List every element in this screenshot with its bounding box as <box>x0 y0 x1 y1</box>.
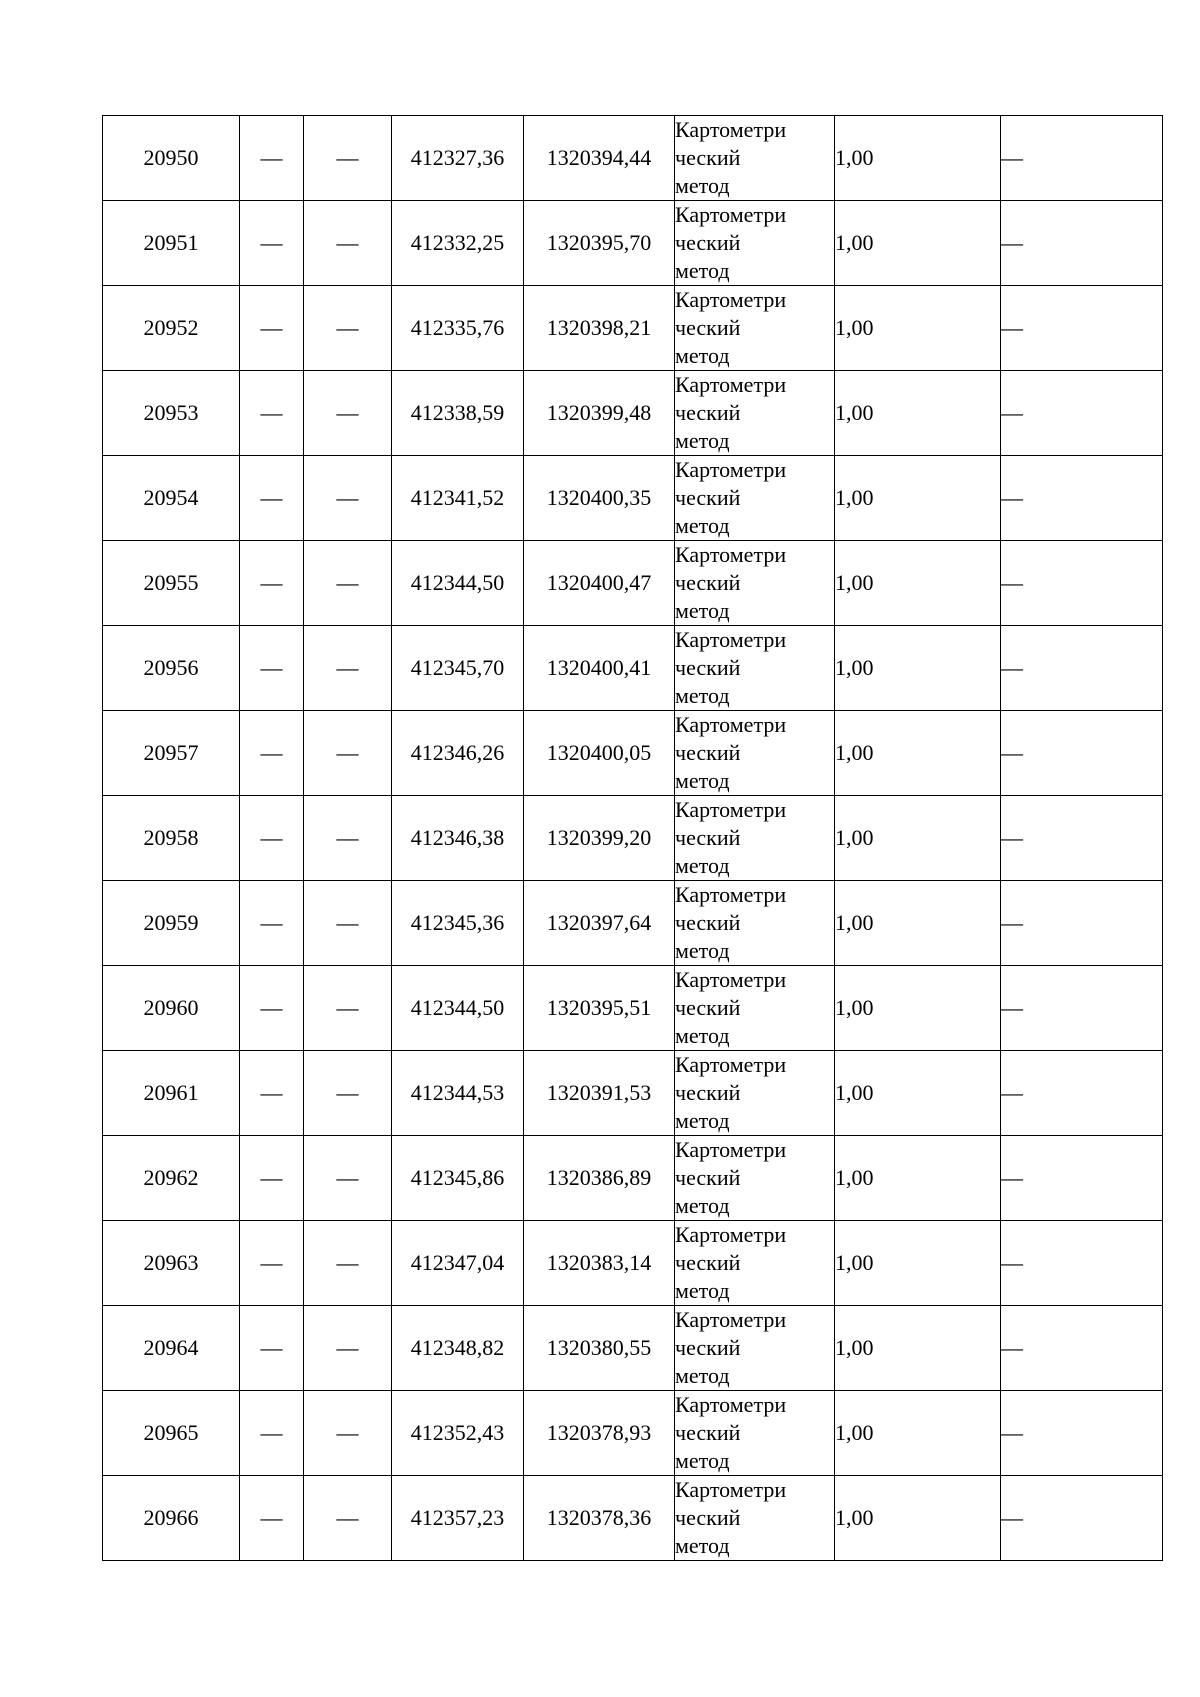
table-row <box>103 371 1163 456</box>
accuracy-cell: 1,00 <box>835 1476 1001 1561</box>
table-row <box>103 881 1163 966</box>
method-cell <box>675 881 835 966</box>
y-coordinate-cell: 1320391,53 <box>524 1051 675 1136</box>
empty-value-cell: — <box>1001 1391 1163 1476</box>
method-line: ческий <box>675 145 741 170</box>
x-coordinate-cell: 412352,43 <box>392 1391 524 1476</box>
accuracy-cell: 1,00 <box>835 541 1001 626</box>
method-cell <box>675 1221 835 1306</box>
x-coordinate-cell: 412344,50 <box>392 966 524 1051</box>
method-line: ческий <box>675 825 741 850</box>
empty-value-cell: — <box>304 201 392 286</box>
empty-value-cell: — <box>304 1476 392 1561</box>
empty-value-cell: — <box>1001 796 1163 881</box>
empty-value-cell: — <box>1001 1051 1163 1136</box>
empty-value-cell: — <box>304 796 392 881</box>
empty-value-cell: — <box>1001 881 1163 966</box>
method-line: Картометри <box>675 1307 787 1332</box>
table-row <box>103 116 1163 201</box>
method-cell <box>675 711 835 796</box>
x-coordinate-cell: 412348,82 <box>392 1306 524 1391</box>
table-row <box>103 1391 1163 1476</box>
method-line: Картометри <box>675 117 787 142</box>
method-line: ческий <box>675 740 741 765</box>
y-coordinate-cell: 1320394,44 <box>524 116 675 201</box>
method-line: ческий <box>675 400 741 425</box>
table-row <box>103 626 1163 711</box>
method-line: метод <box>675 853 730 878</box>
empty-value-cell: — <box>1001 1221 1163 1306</box>
method-line: Картометри <box>675 882 787 907</box>
method-line: метод <box>675 173 730 198</box>
method-line: метод <box>675 768 730 793</box>
table-row <box>103 1136 1163 1221</box>
accuracy-cell: 1,00 <box>835 116 1001 201</box>
x-coordinate-cell: 412345,36 <box>392 881 524 966</box>
empty-value-cell: — <box>1001 1476 1163 1561</box>
point-number-cell: 20965 <box>103 1391 240 1476</box>
table-body <box>103 116 1163 1561</box>
empty-value-cell: — <box>1001 626 1163 711</box>
accuracy-cell: 1,00 <box>835 1391 1001 1476</box>
empty-value-cell: — <box>240 626 304 711</box>
empty-value-cell: — <box>240 1136 304 1221</box>
method-cell <box>675 1051 835 1136</box>
table-row <box>103 1221 1163 1306</box>
method-line: ческий <box>675 230 741 255</box>
table-row <box>103 1476 1163 1561</box>
point-number-cell: 20958 <box>103 796 240 881</box>
method-cell <box>675 371 835 456</box>
table-row <box>103 796 1163 881</box>
method-cell <box>675 626 835 711</box>
accuracy-cell: 1,00 <box>835 456 1001 541</box>
empty-value-cell: — <box>240 1306 304 1391</box>
method-line: ческий <box>675 1080 741 1105</box>
empty-value-cell: — <box>1001 1306 1163 1391</box>
empty-value-cell: — <box>1001 116 1163 201</box>
method-cell <box>675 201 835 286</box>
method-line: Картометри <box>675 1477 787 1502</box>
accuracy-cell: 1,00 <box>835 1221 1001 1306</box>
method-line: метод <box>675 1108 730 1133</box>
accuracy-cell: 1,00 <box>835 371 1001 456</box>
method-line: Картометри <box>675 712 787 737</box>
x-coordinate-cell: 412357,23 <box>392 1476 524 1561</box>
empty-value-cell: — <box>304 541 392 626</box>
empty-value-cell: — <box>304 1051 392 1136</box>
y-coordinate-cell: 1320398,21 <box>524 286 675 371</box>
x-coordinate-cell: 412341,52 <box>392 456 524 541</box>
method-line: метод <box>675 428 730 453</box>
method-line: ческий <box>675 315 741 340</box>
point-number-cell: 20950 <box>103 116 240 201</box>
point-number-cell: 20951 <box>103 201 240 286</box>
table-row <box>103 286 1163 371</box>
method-cell <box>675 1391 835 1476</box>
x-coordinate-cell: 412346,26 <box>392 711 524 796</box>
method-line: Картометри <box>675 287 787 312</box>
method-line: Картометри <box>675 627 787 652</box>
x-coordinate-cell: 412346,38 <box>392 796 524 881</box>
method-line: Картометри <box>675 967 787 992</box>
empty-value-cell: — <box>1001 1136 1163 1221</box>
y-coordinate-cell: 1320400,05 <box>524 711 675 796</box>
empty-value-cell: — <box>240 1051 304 1136</box>
y-coordinate-cell: 1320400,35 <box>524 456 675 541</box>
method-cell <box>675 1136 835 1221</box>
method-line: метод <box>675 1193 730 1218</box>
empty-value-cell: — <box>304 116 392 201</box>
empty-value-cell: — <box>1001 541 1163 626</box>
method-line: Картометри <box>675 797 787 822</box>
method-line: Картометри <box>675 1052 787 1077</box>
table-row <box>103 1306 1163 1391</box>
empty-value-cell: — <box>304 1221 392 1306</box>
empty-value-cell: — <box>240 796 304 881</box>
method-line: метод <box>675 513 730 538</box>
method-line: ческий <box>675 910 741 935</box>
method-line: метод <box>675 1278 730 1303</box>
empty-value-cell: — <box>304 626 392 711</box>
accuracy-cell: 1,00 <box>835 796 1001 881</box>
point-number-cell: 20954 <box>103 456 240 541</box>
point-number-cell: 20959 <box>103 881 240 966</box>
x-coordinate-cell: 412327,36 <box>392 116 524 201</box>
empty-value-cell: — <box>1001 201 1163 286</box>
x-coordinate-cell: 412345,86 <box>392 1136 524 1221</box>
empty-value-cell: — <box>240 1221 304 1306</box>
x-coordinate-cell: 412335,76 <box>392 286 524 371</box>
y-coordinate-cell: 1320383,14 <box>524 1221 675 1306</box>
empty-value-cell: — <box>240 201 304 286</box>
point-number-cell: 20962 <box>103 1136 240 1221</box>
y-coordinate-cell: 1320386,89 <box>524 1136 675 1221</box>
empty-value-cell: — <box>240 456 304 541</box>
method-line: ческий <box>675 1420 741 1445</box>
method-cell <box>675 116 835 201</box>
method-line: Картометри <box>675 1137 787 1162</box>
x-coordinate-cell: 412332,25 <box>392 201 524 286</box>
table-row <box>103 541 1163 626</box>
method-cell <box>675 1476 835 1561</box>
empty-value-cell: — <box>304 1136 392 1221</box>
empty-value-cell: — <box>1001 711 1163 796</box>
empty-value-cell: — <box>240 881 304 966</box>
accuracy-cell: 1,00 <box>835 1306 1001 1391</box>
method-line: Картометри <box>675 542 787 567</box>
empty-value-cell: — <box>240 371 304 456</box>
point-number-cell: 20953 <box>103 371 240 456</box>
point-number-cell: 20952 <box>103 286 240 371</box>
method-line: Картометри <box>675 372 787 397</box>
method-line: Картометри <box>675 202 787 227</box>
empty-value-cell: — <box>240 711 304 796</box>
empty-value-cell: — <box>1001 966 1163 1051</box>
y-coordinate-cell: 1320400,47 <box>524 541 675 626</box>
empty-value-cell: — <box>1001 286 1163 371</box>
empty-value-cell: — <box>240 966 304 1051</box>
method-line: ческий <box>675 1250 741 1275</box>
accuracy-cell: 1,00 <box>835 1136 1001 1221</box>
empty-value-cell: — <box>240 1476 304 1561</box>
y-coordinate-cell: 1320378,93 <box>524 1391 675 1476</box>
empty-value-cell: — <box>304 286 392 371</box>
method-line: ческий <box>675 1505 741 1530</box>
empty-value-cell: — <box>240 116 304 201</box>
point-number-cell: 20966 <box>103 1476 240 1561</box>
table-row <box>103 201 1163 286</box>
method-line: метод <box>675 598 730 623</box>
x-coordinate-cell: 412347,04 <box>392 1221 524 1306</box>
empty-value-cell: — <box>1001 456 1163 541</box>
point-number-cell: 20955 <box>103 541 240 626</box>
method-cell <box>675 541 835 626</box>
method-line: метод <box>675 1363 730 1388</box>
table-row <box>103 711 1163 796</box>
accuracy-cell: 1,00 <box>835 966 1001 1051</box>
y-coordinate-cell: 1320397,64 <box>524 881 675 966</box>
accuracy-cell: 1,00 <box>835 201 1001 286</box>
method-cell <box>675 796 835 881</box>
coordinates-table <box>102 115 1163 1561</box>
method-line: ческий <box>675 655 741 680</box>
method-line: Картометри <box>675 1222 787 1247</box>
empty-value-cell: — <box>1001 371 1163 456</box>
method-cell <box>675 286 835 371</box>
accuracy-cell: 1,00 <box>835 626 1001 711</box>
point-number-cell: 20956 <box>103 626 240 711</box>
y-coordinate-cell: 1320378,36 <box>524 1476 675 1561</box>
x-coordinate-cell: 412344,50 <box>392 541 524 626</box>
method-line: метод <box>675 1023 730 1048</box>
y-coordinate-cell: 1320395,51 <box>524 966 675 1051</box>
method-cell <box>675 1306 835 1391</box>
y-coordinate-cell: 1320380,55 <box>524 1306 675 1391</box>
method-line: метод <box>675 938 730 963</box>
accuracy-cell: 1,00 <box>835 1051 1001 1136</box>
empty-value-cell: — <box>304 881 392 966</box>
empty-value-cell: — <box>240 541 304 626</box>
method-line: метод <box>675 683 730 708</box>
empty-value-cell: — <box>304 1306 392 1391</box>
accuracy-cell: 1,00 <box>835 711 1001 796</box>
method-line: ческий <box>675 570 741 595</box>
method-line: ческий <box>675 485 741 510</box>
point-number-cell: 20963 <box>103 1221 240 1306</box>
method-line: метод <box>675 1448 730 1473</box>
empty-value-cell: — <box>240 1391 304 1476</box>
empty-value-cell: — <box>304 1391 392 1476</box>
empty-value-cell: — <box>304 966 392 1051</box>
method-line: метод <box>675 1533 730 1558</box>
point-number-cell: 20960 <box>103 966 240 1051</box>
method-line: метод <box>675 343 730 368</box>
table-row <box>103 966 1163 1051</box>
method-line: Картометри <box>675 457 787 482</box>
y-coordinate-cell: 1320395,70 <box>524 201 675 286</box>
empty-value-cell: — <box>304 456 392 541</box>
point-number-cell: 20961 <box>103 1051 240 1136</box>
accuracy-cell: 1,00 <box>835 286 1001 371</box>
method-line: метод <box>675 258 730 283</box>
y-coordinate-cell: 1320400,41 <box>524 626 675 711</box>
method-line: ческий <box>675 1165 741 1190</box>
x-coordinate-cell: 412345,70 <box>392 626 524 711</box>
x-coordinate-cell: 412338,59 <box>392 371 524 456</box>
y-coordinate-cell: 1320399,48 <box>524 371 675 456</box>
method-cell <box>675 456 835 541</box>
empty-value-cell: — <box>240 286 304 371</box>
x-coordinate-cell: 412344,53 <box>392 1051 524 1136</box>
method-line: ческий <box>675 995 741 1020</box>
y-coordinate-cell: 1320399,20 <box>524 796 675 881</box>
method-cell <box>675 966 835 1051</box>
point-number-cell: 20964 <box>103 1306 240 1391</box>
accuracy-cell: 1,00 <box>835 881 1001 966</box>
table-row <box>103 1051 1163 1136</box>
table-row <box>103 456 1163 541</box>
empty-value-cell: — <box>304 371 392 456</box>
point-number-cell: 20957 <box>103 711 240 796</box>
empty-value-cell: — <box>304 711 392 796</box>
method-line: Картометри <box>675 1392 787 1417</box>
method-line: ческий <box>675 1335 741 1360</box>
